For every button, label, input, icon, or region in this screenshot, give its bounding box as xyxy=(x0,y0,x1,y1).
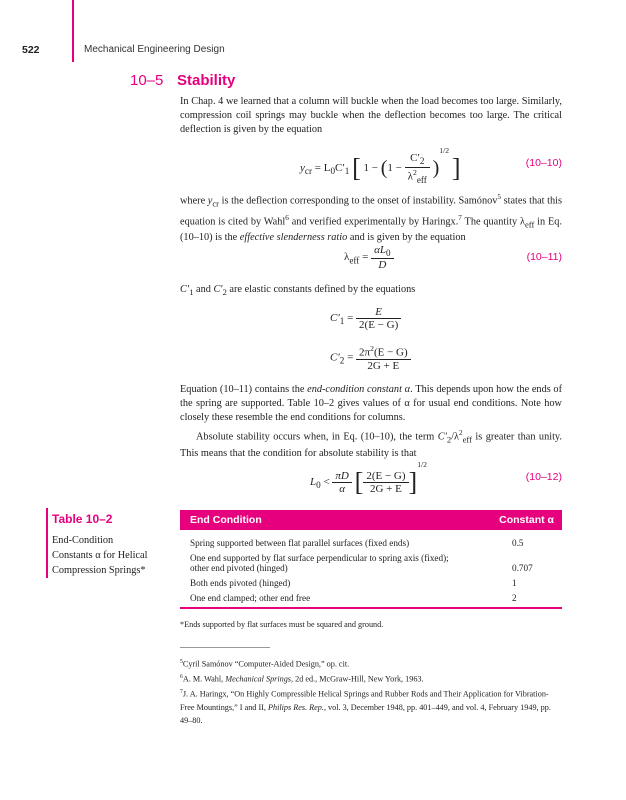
section-title: Stability xyxy=(177,72,236,89)
equation-10-12: $L_0$ < $\frac{\pi D}{\alpha}$ [ $\frac{2(E - G)}{2G + E}$ ]$^{1/2}$ xyxy=(310,460,428,497)
paragraph-4: Equation (10–11) contains the end-condition constant α. This depends upon how the ends of the spring are supported. Table 10–2 gives values of α for usual end conditions. Note how closely these resemble the end conditions for columns. xyxy=(180,384,563,424)
paragraph-3: $C'_1$ and $C'_2$ are elastic constants defined by the equations xyxy=(180,284,416,298)
table-header xyxy=(180,510,562,530)
table-caption: End-Condition Constants α for Helical Compression Springs* xyxy=(52,535,148,576)
equation-number-10-12: (10–12) xyxy=(525,471,562,483)
footnote-5: $^5$Cyril Samónov “Computer-Aided Design,” op. cit. xyxy=(180,659,350,669)
table-row: Spring supported between flat parallel surfaces (fixed ends) 0.5 xyxy=(190,538,524,548)
table-row: One end supported by flat surface perpendicular to spring axis (fixed); other end pivoted (hinged) 0.707 xyxy=(190,553,533,573)
footnote-rule xyxy=(180,647,270,648)
section-number: 10–5 xyxy=(130,72,164,89)
equation-number-10-11: (10–11) xyxy=(526,251,562,263)
paragraph-5: Absolute stability occurs when, in Eq. (10–10), the term $C'_2/\lambda^2_{eff}$ is greater than unity. This means that the condition for absolute stability is that xyxy=(180,429,562,459)
table-bottom-rule xyxy=(180,607,562,609)
equation-number-10-10: (10–10) xyxy=(525,157,562,169)
footnote-6: $^6$A. M. Wahl, Mechanical Springs, 2d ed., McGraw-Hill, New York, 1963. xyxy=(180,674,424,684)
page-number: 522 xyxy=(22,44,40,56)
table-footnote: *Ends supported by flat surfaces must be squared and ground. xyxy=(180,620,384,629)
column-header-constant: Constant α xyxy=(499,514,554,526)
equation-c2: $C'_2$ = $\frac{2\pi^2(E - G)}{2G + E}$ xyxy=(330,344,411,372)
footnote-7: $^7$J. A. Haringx, “On Highly Compressible Helical Springs and Rubber Rods and Their Application for Vibration-Free Mountings,” I and II, Philips Res. Rep., vol. 3, December 1948, pp. 401–449, and vol. 4, February 1949, pp. 49–80. xyxy=(180,689,551,725)
table-side-rule xyxy=(46,508,48,578)
column-header-end-condition: End Condition xyxy=(190,514,262,526)
equation-10-11: $\lambda_{eff}$ = $\frac{\alpha L_0}{D}$ xyxy=(344,244,394,271)
running-title: Mechanical Engineering Design xyxy=(84,44,225,55)
table-row: Both ends pivoted (hinged) 1 xyxy=(190,578,517,588)
table-label: Table 10–2 xyxy=(52,512,113,526)
table-row: One end clamped; other end free 2 xyxy=(190,593,517,603)
paragraph-2: where $y_{cr}$ is the deflection corresponding to the onset of instability. Samónov$^5$ states that this equation is cited by Wahl$^6$ and verified experimentally by Haringx.$^7$ The quantity $\lambda_{eff}$ in Eq. (10–10) is the effective slenderness ratio and is given by the equation xyxy=(180,193,563,244)
paragraph-1: In Chap. 4 we learned that a column will buckle when the load becomes too large. Similarly, compression coil springs may buckle when the deflection becomes too large. The critical deflection is given by the equation xyxy=(180,96,562,136)
header-divider xyxy=(72,0,74,62)
equation-10-10: $y_{cr} = L_0C'_1$ [ 1 − (1 − $\frac{C'_2}{\lambda^2_{eff}}$ )$^{1/2}$ ] xyxy=(300,146,461,185)
equation-c1: $C'_1$ = $\frac{E}{2(E - G)}$ xyxy=(330,306,401,331)
